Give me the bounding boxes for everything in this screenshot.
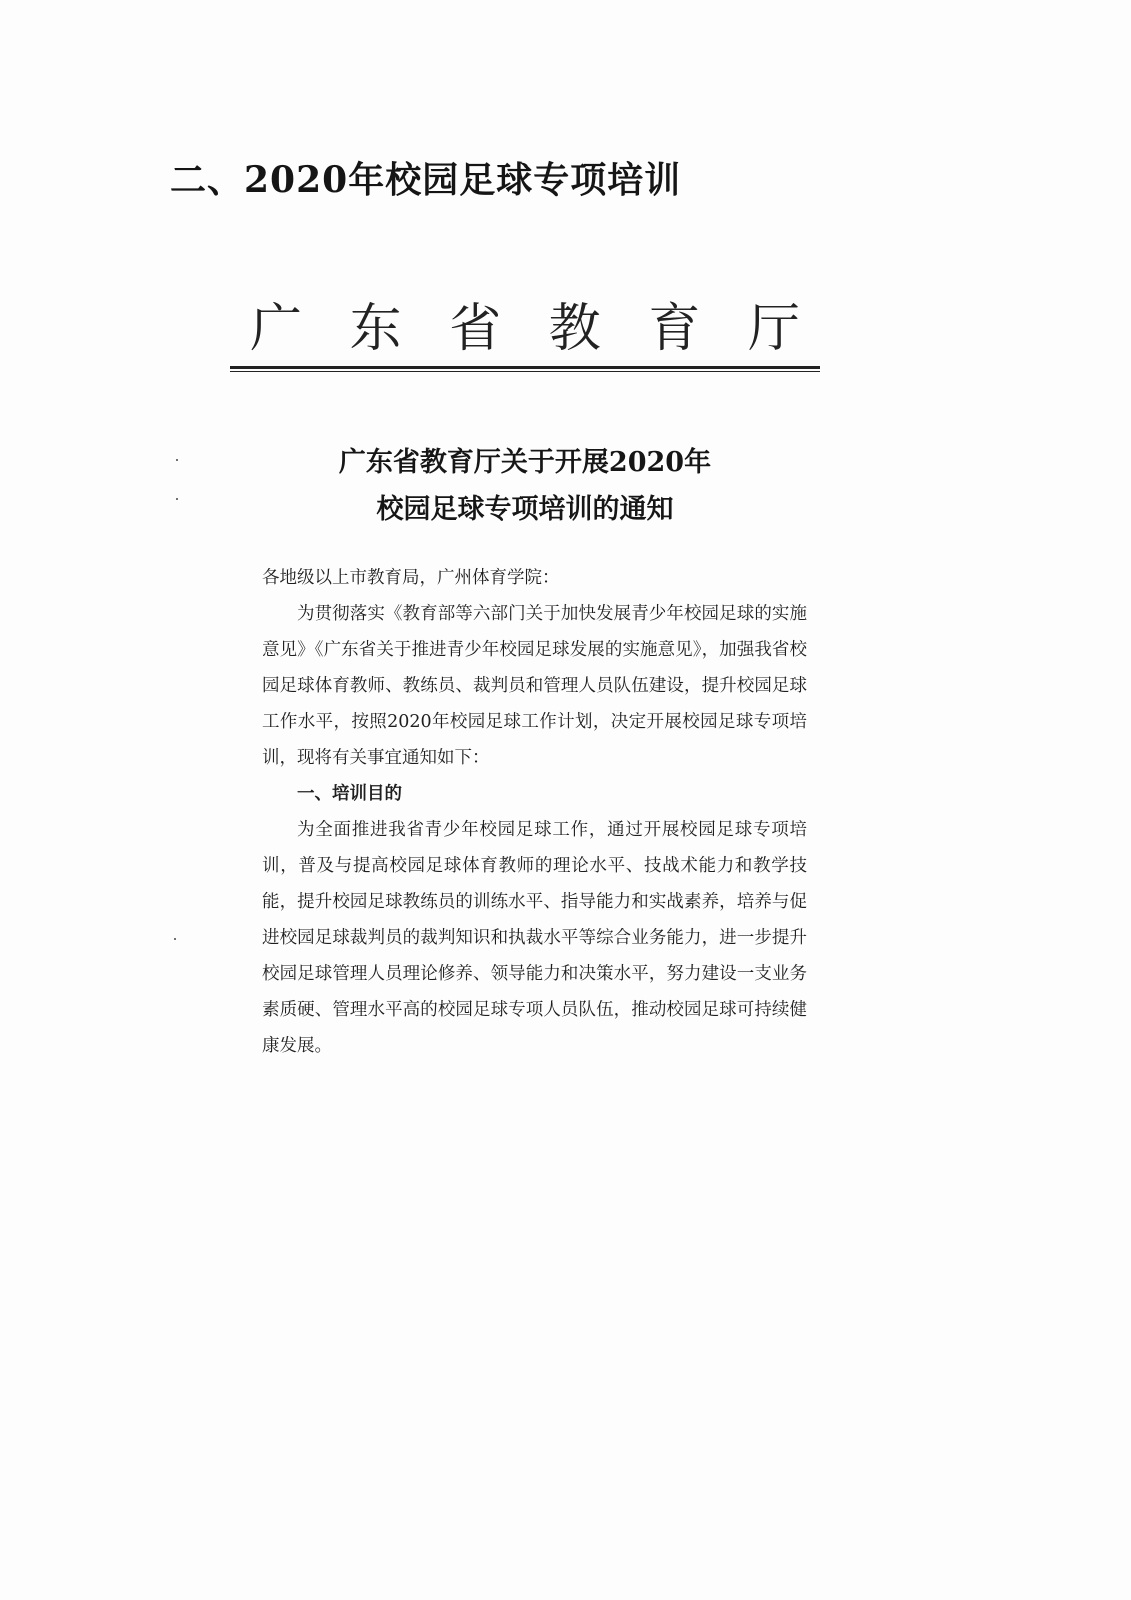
letterhead-char: 广	[250, 298, 303, 359]
letterhead-char: 育	[648, 298, 701, 359]
letterhead-char: 东	[349, 298, 402, 359]
section-heading: 二、2020年校园足球专项培训	[170, 159, 682, 201]
letterhead	[230, 290, 820, 359]
paragraph-intro: 为贯彻落实《教育部等六部门关于加快发展青少年校园足球的实施意见》《广东省关于推进青少年校园足球发展的实施意见》，加强我省校园足球体育教师、教练员、裁判员和管理人员队伍建设，提升校园足球工作水平，按照2020年校园足球工作计划，决定开展校园足球专项培训，现将有关事宜通知如下：	[262, 604, 807, 768]
scan-speck	[176, 459, 178, 461]
subheading-training-purpose: 一、培训目的	[297, 784, 402, 804]
scan-speck	[174, 938, 176, 940]
document-title-line-2: 校园足球专项培训的通知	[376, 494, 674, 525]
letterhead-char: 省	[449, 298, 502, 359]
document-title-line-1: 广东省教育厅关于开展2020年	[338, 447, 712, 478]
letterhead-divider	[230, 366, 820, 372]
scan-speck	[176, 498, 178, 500]
letterhead-char: 厅	[747, 298, 800, 359]
document-body	[262, 560, 807, 1064]
paragraph-training-purpose: 为全面推进我省青少年校园足球工作，通过开展校园足球专项培训，普及与提高校园足球体育教师的理论水平、技战术能力和教学技能，提升校园足球教练员的训练水平、指导能力和实战素养，培养与促进校园足球裁判员的裁判知识和执裁水平等综合业务能力，进一步提升校园足球管理人员理论修养、领导能力和决策水平，努力建设一支业务素质硬、管理水平高的校园足球专项人员队伍，推动校园足球可持续健康发展。	[262, 820, 807, 1056]
letterhead-char: 教	[548, 298, 601, 359]
salutation: 各地级以上市教育局，广州体育学院：	[262, 568, 560, 588]
